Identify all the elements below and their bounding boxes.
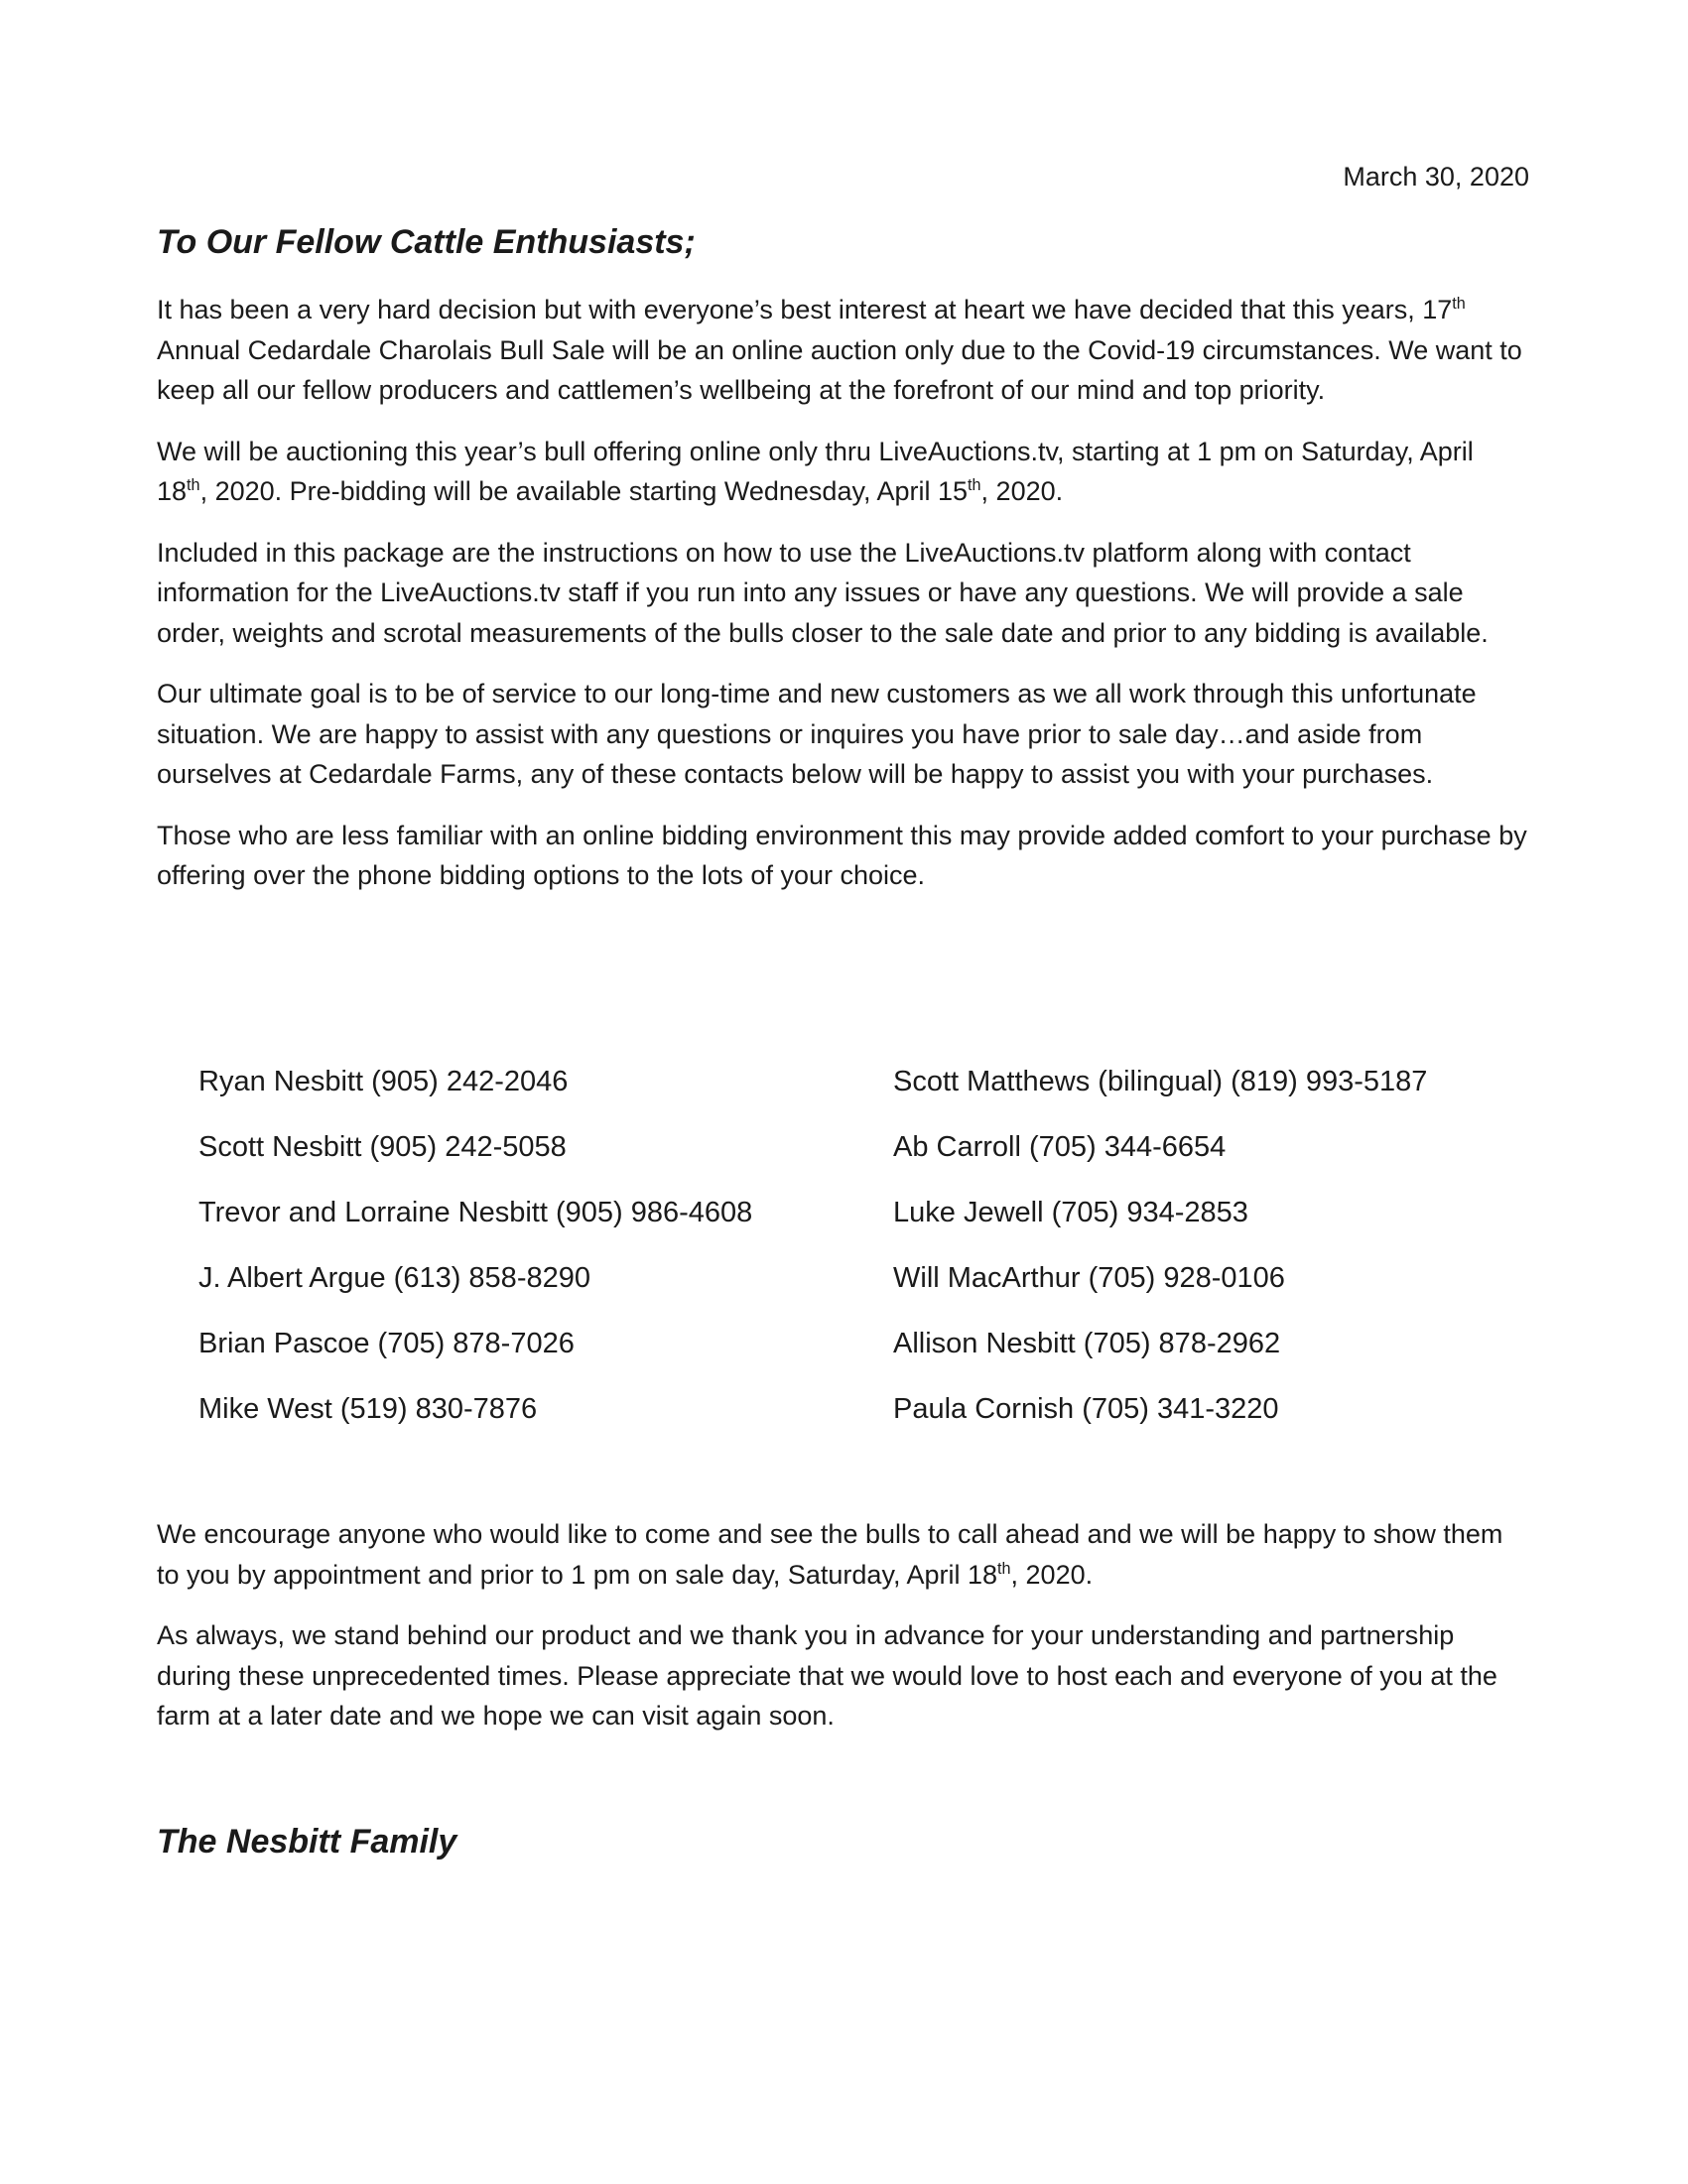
contact-row	[198, 1193, 1489, 1258]
letter-body	[157, 290, 1530, 917]
contact-entry: Scott Matthews (bilingual) (819) 993-5187	[893, 1066, 1428, 1097]
letter-closing-body	[157, 1514, 1530, 1757]
contact-entry: Scott Nesbitt (905) 242-5058	[198, 1131, 567, 1163]
greeting-heading: To Our Fellow Cattle Enthusiasts;	[157, 223, 696, 261]
contact-entry: Ab Carroll (705) 344-6654	[893, 1131, 1227, 1163]
contact-entry: Luke Jewell (705) 934-2853	[893, 1197, 1248, 1228]
paragraph-5: Those who are less familiar with an online bidding environment this may provide added comfort to your purchase by offering over the phone bidding options to the lots of your choice.	[157, 820, 1527, 890]
contact-entry: Will MacArthur (705) 928-0106	[893, 1262, 1285, 1294]
contact-row	[198, 1062, 1489, 1127]
paragraph-4: Our ultimate goal is to be of service to our long-time and new customers as we all work through this unfortunate situation. We are happy to assist with any questions or inquires you have prior to sale day…and aside from ourselves at Cedardale Farms, any of these contacts below will be happy to assist you with your purchases.	[157, 679, 1477, 789]
contact-entry: Paula Cornish (705) 341-3220	[893, 1393, 1279, 1425]
contact-row	[198, 1127, 1489, 1193]
contact-row	[198, 1258, 1489, 1324]
paragraph-3: Included in this package are the instructions on how to use the LiveAuctions.tv platform along with contact information for the LiveAuctions.tv staff if you run into any issues or have any questions. We will provide a sale order, weights and scrotal measurements of the bulls closer to the sale date and prior to any bidding is available.	[157, 537, 1489, 648]
paragraph-6: We encourage anyone who would like to come and see the bulls to call ahead and we will be happy to show them to you by appointment and prior to 1 pm on sale day, Saturday, April 18th, 2020.	[157, 1519, 1503, 1590]
paragraph-1: It has been a very hard decision but with everyone’s best interest at heart we have decided that this years, 17th Annual Cedardale Charolais Bull Sale will be an online auction only due to the Covid-19 circumstances. We want to keep all our fellow producers and cattlemen’s wellbeing at the forefront of our mind and top priority.	[157, 295, 1522, 405]
paragraph-7: As always, we stand behind our product and we thank you in advance for your understanding and partnership during these unprecedented times. Please appreciate that we would love to host each and everyone of you at the farm at a later date and we hope we can visit again soon.	[157, 1620, 1497, 1731]
contact-entry: Brian Pascoe (705) 878-7026	[198, 1328, 575, 1359]
contact-row	[198, 1324, 1489, 1389]
signature: The Nesbitt Family	[157, 1823, 457, 1861]
contact-list	[198, 1062, 1489, 1455]
contact-entry: Ryan Nesbitt (905) 242-2046	[198, 1066, 569, 1097]
paragraph-2: We will be auctioning this year’s bull offering online only thru LiveAuctions.tv, starting at 1 pm on Saturday, April 18th, 2020. Pre-bidding will be available starting Wednesday, April 15th, 2020.	[157, 436, 1474, 506]
contact-entry: Mike West (519) 830-7876	[198, 1393, 538, 1425]
letter-date: March 30, 2020	[1343, 162, 1529, 192]
contact-row	[198, 1389, 1489, 1455]
contact-entry: Trevor and Lorraine Nesbitt (905) 986-4608	[198, 1197, 753, 1228]
contact-entry: J. Albert Argue (613) 858-8290	[198, 1262, 590, 1294]
contact-entry: Allison Nesbitt (705) 878-2962	[893, 1328, 1281, 1359]
